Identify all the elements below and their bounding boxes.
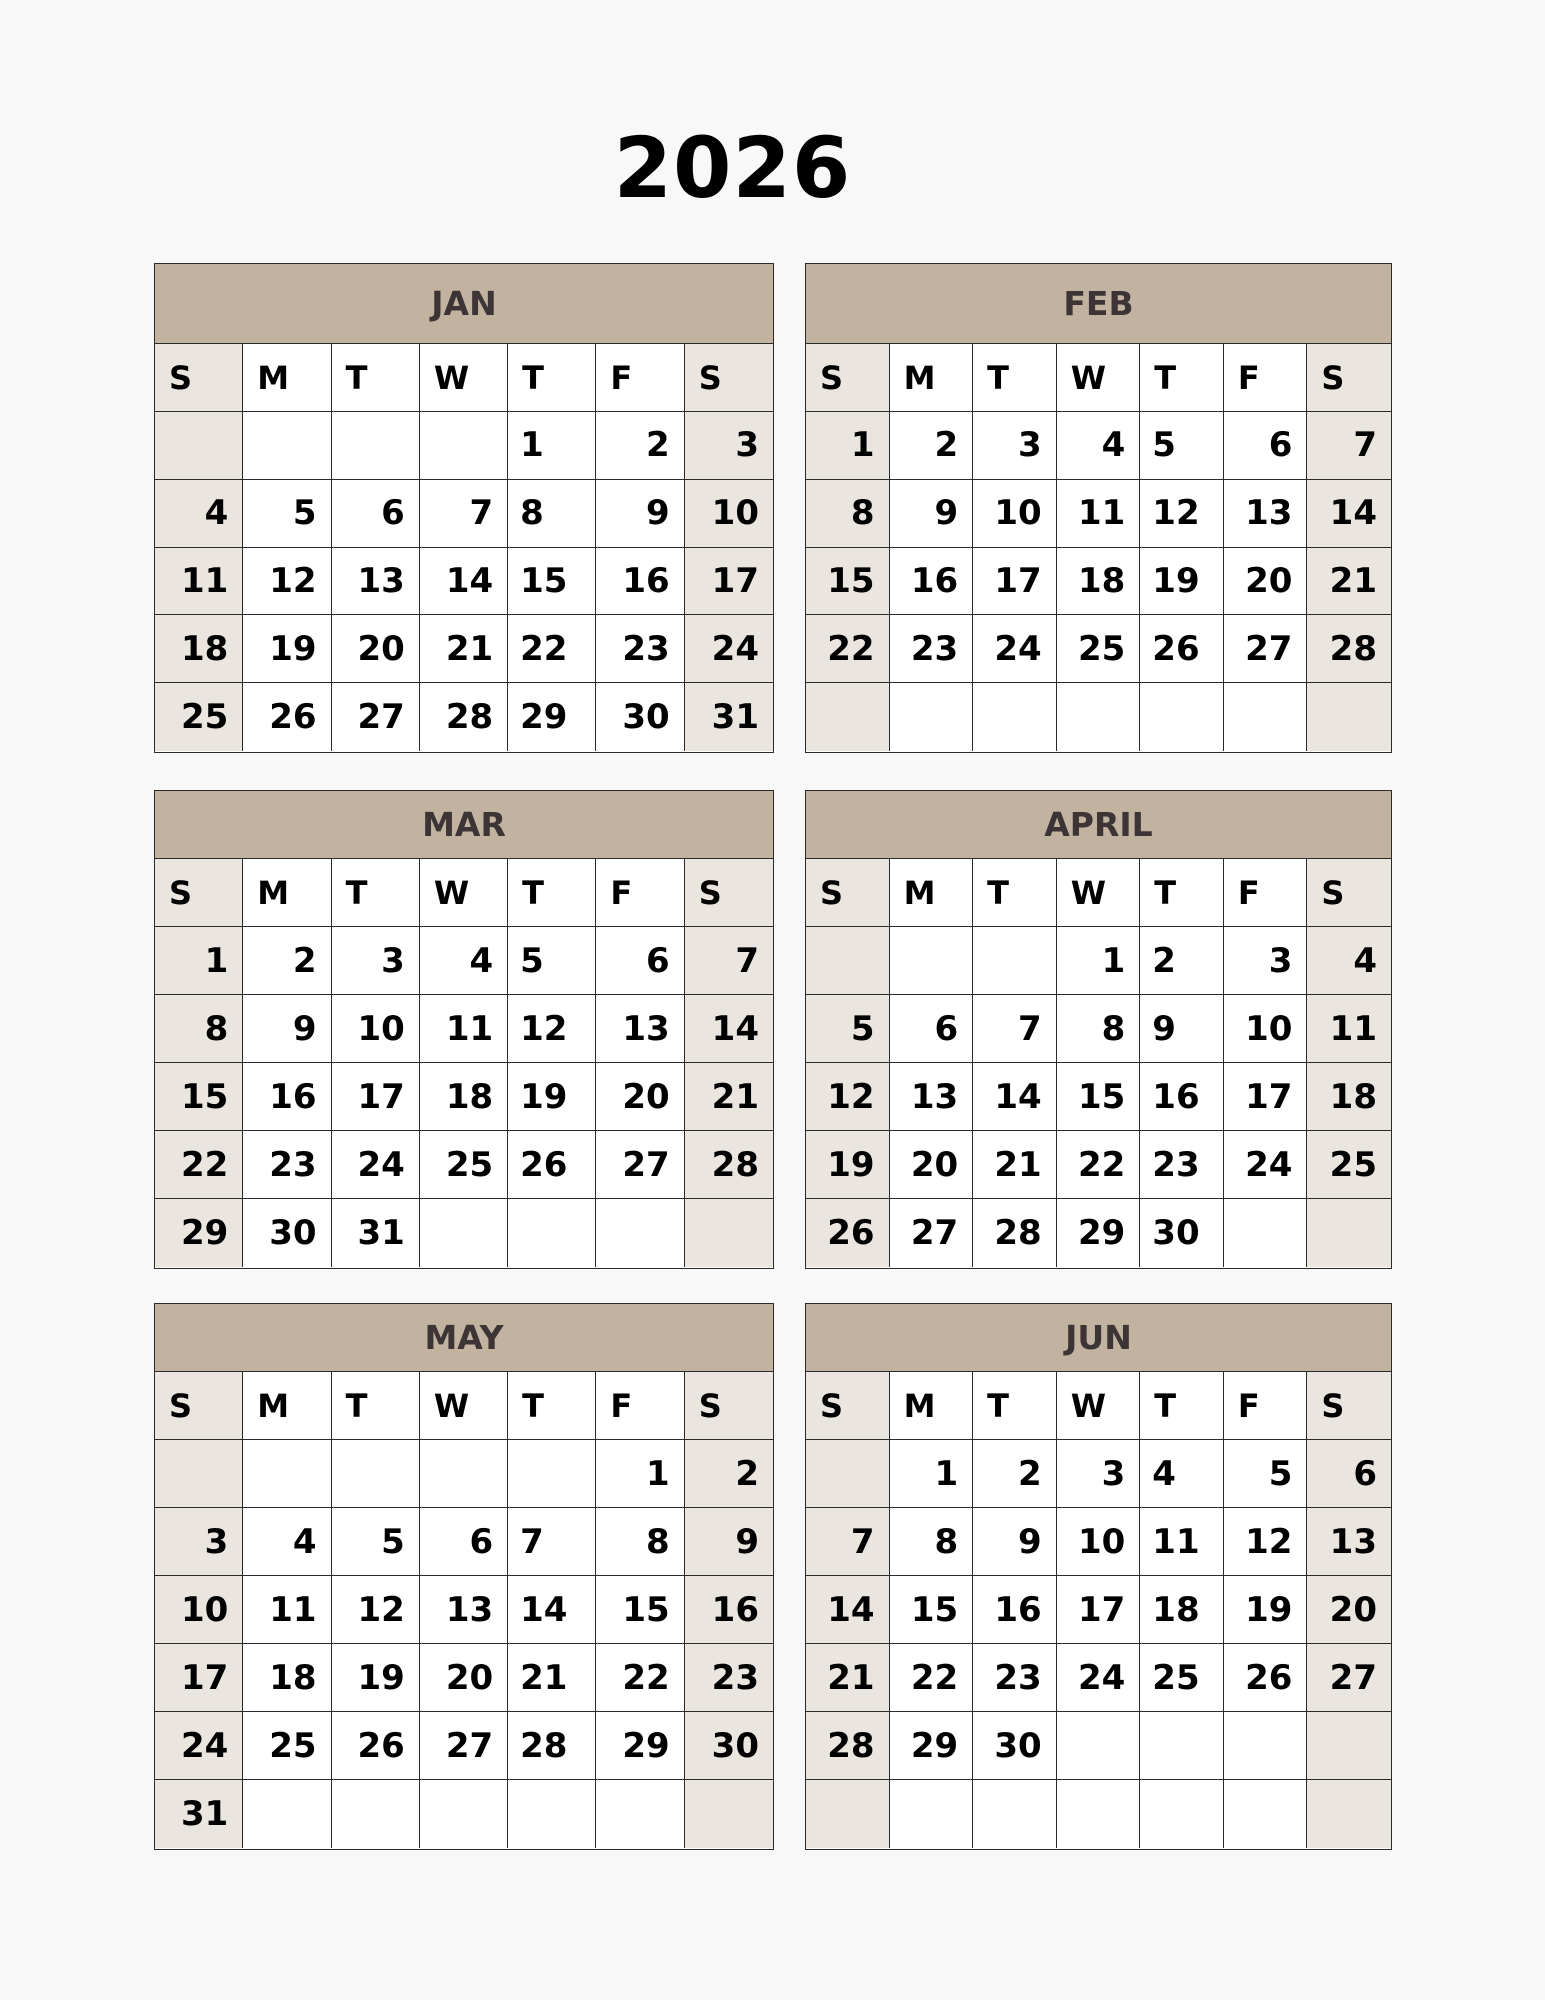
day-cell: 17 — [1224, 1063, 1308, 1131]
day-cell: 15 — [508, 548, 596, 616]
month-calendar — [154, 263, 774, 753]
day-cell: 17 — [685, 548, 773, 616]
day-cell: 25 — [243, 1712, 331, 1780]
month-name: APRIL — [806, 791, 1391, 859]
day-cell: 24 — [1224, 1131, 1308, 1199]
day-cell: 12 — [243, 548, 331, 616]
weekday-header: W — [1057, 344, 1141, 412]
day-cell: 17 — [332, 1063, 420, 1131]
day-cell: 3 — [332, 927, 420, 995]
day-cell: 2 — [890, 412, 974, 480]
day-cell: 16 — [685, 1576, 773, 1644]
day-cell: 7 — [1307, 412, 1391, 480]
day-cell: 8 — [155, 995, 243, 1063]
empty-day-cell — [973, 1780, 1057, 1848]
day-cell: 28 — [806, 1712, 890, 1780]
empty-day-cell — [1307, 1199, 1391, 1267]
day-cell: 3 — [1057, 1440, 1141, 1508]
day-cell: 11 — [243, 1576, 331, 1644]
weekday-header: W — [420, 1372, 508, 1440]
weekday-header: S — [685, 859, 773, 927]
day-cell: 12 — [1140, 480, 1224, 548]
day-cell: 3 — [155, 1508, 243, 1576]
day-cell: 7 — [508, 1508, 596, 1576]
empty-day-cell — [155, 1440, 243, 1508]
month-grid — [806, 859, 1391, 1267]
weekday-header: T — [1140, 344, 1224, 412]
day-cell: 20 — [420, 1644, 508, 1712]
day-cell: 19 — [1224, 1576, 1308, 1644]
empty-day-cell — [508, 1780, 596, 1848]
day-cell: 4 — [1057, 412, 1141, 480]
day-cell: 8 — [1057, 995, 1141, 1063]
day-cell: 5 — [1140, 412, 1224, 480]
weekday-header: S — [1307, 344, 1391, 412]
day-cell: 5 — [243, 480, 331, 548]
day-cell: 25 — [420, 1131, 508, 1199]
day-cell: 25 — [1140, 1644, 1224, 1712]
day-cell: 15 — [155, 1063, 243, 1131]
day-cell: 22 — [806, 615, 890, 683]
day-cell: 6 — [1224, 412, 1308, 480]
day-cell: 22 — [1057, 1131, 1141, 1199]
empty-day-cell — [1224, 1712, 1308, 1780]
day-cell: 23 — [243, 1131, 331, 1199]
day-cell: 29 — [155, 1199, 243, 1267]
day-cell: 9 — [1140, 995, 1224, 1063]
weekday-header: S — [155, 1372, 243, 1440]
day-cell: 9 — [973, 1508, 1057, 1576]
day-cell: 16 — [596, 548, 684, 616]
empty-day-cell — [806, 683, 890, 751]
day-cell: 19 — [243, 615, 331, 683]
day-cell: 23 — [973, 1644, 1057, 1712]
day-cell: 20 — [332, 615, 420, 683]
empty-day-cell — [420, 1780, 508, 1848]
day-cell: 7 — [806, 1508, 890, 1576]
day-cell: 13 — [420, 1576, 508, 1644]
day-cell: 16 — [1140, 1063, 1224, 1131]
weekday-header: F — [1224, 1372, 1308, 1440]
day-cell: 26 — [806, 1199, 890, 1267]
day-cell: 6 — [890, 995, 974, 1063]
day-cell: 22 — [890, 1644, 974, 1712]
day-cell: 21 — [806, 1644, 890, 1712]
day-cell: 14 — [508, 1576, 596, 1644]
day-cell: 12 — [332, 1576, 420, 1644]
day-cell: 13 — [596, 995, 684, 1063]
day-cell: 13 — [890, 1063, 974, 1131]
day-cell: 9 — [596, 480, 684, 548]
weekday-header: T — [1140, 1372, 1224, 1440]
empty-day-cell — [973, 927, 1057, 995]
day-cell: 28 — [973, 1199, 1057, 1267]
weekday-header: T — [973, 344, 1057, 412]
day-cell: 4 — [1307, 927, 1391, 995]
month-calendar — [154, 1303, 774, 1850]
day-cell: 8 — [806, 480, 890, 548]
day-cell: 2 — [685, 1440, 773, 1508]
weekday-header: M — [243, 1372, 331, 1440]
day-cell: 14 — [420, 548, 508, 616]
weekday-header: M — [243, 859, 331, 927]
day-cell: 27 — [420, 1712, 508, 1780]
day-cell: 29 — [508, 683, 596, 751]
day-cell: 31 — [155, 1780, 243, 1848]
day-cell: 7 — [685, 927, 773, 995]
day-cell: 18 — [155, 615, 243, 683]
day-cell: 1 — [806, 412, 890, 480]
weekday-header: T — [973, 1372, 1057, 1440]
empty-day-cell — [1140, 1780, 1224, 1848]
empty-day-cell — [1307, 1780, 1391, 1848]
month-calendar — [805, 790, 1392, 1269]
day-cell: 23 — [596, 615, 684, 683]
day-cell: 29 — [1057, 1199, 1141, 1267]
empty-day-cell — [973, 683, 1057, 751]
day-cell: 25 — [1307, 1131, 1391, 1199]
empty-day-cell — [508, 1440, 596, 1508]
empty-day-cell — [806, 1780, 890, 1848]
day-cell: 6 — [596, 927, 684, 995]
day-cell: 26 — [508, 1131, 596, 1199]
day-cell: 18 — [1140, 1576, 1224, 1644]
empty-day-cell — [1057, 683, 1141, 751]
day-cell: 12 — [806, 1063, 890, 1131]
day-cell: 16 — [243, 1063, 331, 1131]
weekday-header: M — [890, 1372, 974, 1440]
month-grid — [155, 859, 773, 1267]
month-grid — [806, 1372, 1391, 1848]
empty-day-cell — [890, 927, 974, 995]
weekday-header: T — [973, 859, 1057, 927]
empty-day-cell — [806, 1440, 890, 1508]
weekday-header: F — [1224, 859, 1308, 927]
weekday-header: W — [420, 344, 508, 412]
day-cell: 20 — [1307, 1576, 1391, 1644]
day-cell: 23 — [685, 1644, 773, 1712]
day-cell: 22 — [596, 1644, 684, 1712]
day-cell: 31 — [685, 683, 773, 751]
day-cell: 18 — [1057, 548, 1141, 616]
month-calendar — [805, 1303, 1392, 1850]
day-cell: 5 — [1224, 1440, 1308, 1508]
weekday-header: T — [1140, 859, 1224, 927]
empty-day-cell — [1224, 683, 1308, 751]
day-cell: 26 — [1140, 615, 1224, 683]
weekday-header: T — [332, 344, 420, 412]
day-cell: 27 — [1307, 1644, 1391, 1712]
day-cell: 8 — [508, 480, 596, 548]
day-cell: 9 — [685, 1508, 773, 1576]
day-cell: 13 — [1224, 480, 1308, 548]
weekday-header: S — [806, 1372, 890, 1440]
empty-day-cell — [1140, 1712, 1224, 1780]
empty-day-cell — [596, 1199, 684, 1267]
day-cell: 3 — [1224, 927, 1308, 995]
day-cell: 23 — [890, 615, 974, 683]
day-cell: 24 — [685, 615, 773, 683]
weekday-header: M — [890, 344, 974, 412]
day-cell: 17 — [155, 1644, 243, 1712]
day-cell: 24 — [332, 1131, 420, 1199]
day-cell: 24 — [973, 615, 1057, 683]
day-cell: 3 — [973, 412, 1057, 480]
day-cell: 1 — [155, 927, 243, 995]
day-cell: 28 — [685, 1131, 773, 1199]
day-cell: 27 — [596, 1131, 684, 1199]
day-cell: 13 — [332, 548, 420, 616]
weekday-header: S — [1307, 859, 1391, 927]
day-cell: 30 — [596, 683, 684, 751]
empty-day-cell — [1057, 1712, 1141, 1780]
weekday-header: F — [596, 344, 684, 412]
weekday-header: T — [332, 859, 420, 927]
weekday-header: T — [508, 344, 596, 412]
day-cell: 29 — [890, 1712, 974, 1780]
weekday-header: F — [596, 1372, 684, 1440]
weekday-header: T — [332, 1372, 420, 1440]
empty-day-cell — [890, 1780, 974, 1848]
day-cell: 12 — [508, 995, 596, 1063]
day-cell: 27 — [332, 683, 420, 751]
month-calendar — [805, 263, 1392, 753]
day-cell: 18 — [1307, 1063, 1391, 1131]
day-cell: 30 — [685, 1712, 773, 1780]
empty-day-cell — [243, 412, 331, 480]
month-name: MAY — [155, 1304, 773, 1372]
weekday-header: M — [890, 859, 974, 927]
day-cell: 19 — [806, 1131, 890, 1199]
day-cell: 13 — [1307, 1508, 1391, 1576]
empty-day-cell — [155, 412, 243, 480]
month-name: FEB — [806, 264, 1391, 344]
day-cell: 4 — [155, 480, 243, 548]
month-calendar — [154, 790, 774, 1269]
day-cell: 10 — [155, 1576, 243, 1644]
day-cell: 8 — [596, 1508, 684, 1576]
day-cell: 21 — [508, 1644, 596, 1712]
day-cell: 24 — [155, 1712, 243, 1780]
day-cell: 5 — [332, 1508, 420, 1576]
weekday-header: S — [685, 344, 773, 412]
year-title: 2026 — [613, 119, 852, 217]
day-cell: 8 — [890, 1508, 974, 1576]
empty-day-cell — [332, 1780, 420, 1848]
day-cell: 11 — [420, 995, 508, 1063]
day-cell: 30 — [243, 1199, 331, 1267]
day-cell: 11 — [1140, 1508, 1224, 1576]
day-cell: 25 — [1057, 615, 1141, 683]
empty-day-cell — [243, 1780, 331, 1848]
day-cell: 19 — [1140, 548, 1224, 616]
weekday-header: W — [1057, 859, 1141, 927]
day-cell: 21 — [973, 1131, 1057, 1199]
weekday-header: S — [155, 859, 243, 927]
day-cell: 1 — [1057, 927, 1141, 995]
day-cell: 4 — [243, 1508, 331, 1576]
day-cell: 4 — [1140, 1440, 1224, 1508]
empty-day-cell — [890, 683, 974, 751]
empty-day-cell — [1057, 1780, 1141, 1848]
day-cell: 30 — [973, 1712, 1057, 1780]
empty-day-cell — [332, 1440, 420, 1508]
day-cell: 11 — [155, 548, 243, 616]
empty-day-cell — [420, 1199, 508, 1267]
month-grid — [155, 344, 773, 751]
day-cell: 6 — [420, 1508, 508, 1576]
empty-day-cell — [806, 927, 890, 995]
day-cell: 14 — [973, 1063, 1057, 1131]
day-cell: 17 — [973, 548, 1057, 616]
empty-day-cell — [685, 1780, 773, 1848]
day-cell: 15 — [1057, 1063, 1141, 1131]
day-cell: 1 — [508, 412, 596, 480]
day-cell: 9 — [890, 480, 974, 548]
month-grid — [806, 344, 1391, 751]
day-cell: 27 — [1224, 615, 1308, 683]
day-cell: 2 — [1140, 927, 1224, 995]
day-cell: 10 — [1057, 1508, 1141, 1576]
empty-day-cell — [685, 1199, 773, 1267]
day-cell: 20 — [890, 1131, 974, 1199]
day-cell: 12 — [1224, 1508, 1308, 1576]
day-cell: 1 — [596, 1440, 684, 1508]
day-cell: 10 — [1224, 995, 1308, 1063]
weekday-header: S — [806, 344, 890, 412]
weekday-header: F — [596, 859, 684, 927]
day-cell: 5 — [508, 927, 596, 995]
empty-day-cell — [508, 1199, 596, 1267]
day-cell: 28 — [420, 683, 508, 751]
month-name: MAR — [155, 791, 773, 859]
day-cell: 26 — [332, 1712, 420, 1780]
day-cell: 15 — [596, 1576, 684, 1644]
day-cell: 15 — [890, 1576, 974, 1644]
day-cell: 20 — [596, 1063, 684, 1131]
empty-day-cell — [332, 412, 420, 480]
month-name: JUN — [806, 1304, 1391, 1372]
empty-day-cell — [243, 1440, 331, 1508]
day-cell: 2 — [243, 927, 331, 995]
day-cell: 16 — [890, 548, 974, 616]
day-cell: 7 — [420, 480, 508, 548]
month-grid — [155, 1372, 773, 1848]
day-cell: 14 — [806, 1576, 890, 1644]
day-cell: 29 — [596, 1712, 684, 1780]
day-cell: 6 — [332, 480, 420, 548]
empty-day-cell — [420, 1440, 508, 1508]
day-cell: 16 — [973, 1576, 1057, 1644]
empty-day-cell — [596, 1780, 684, 1848]
day-cell: 21 — [420, 615, 508, 683]
day-cell: 7 — [973, 995, 1057, 1063]
empty-day-cell — [1307, 683, 1391, 751]
day-cell: 21 — [685, 1063, 773, 1131]
day-cell: 31 — [332, 1199, 420, 1267]
day-cell: 10 — [332, 995, 420, 1063]
day-cell: 27 — [890, 1199, 974, 1267]
day-cell: 19 — [508, 1063, 596, 1131]
day-cell: 5 — [806, 995, 890, 1063]
empty-day-cell — [1224, 1780, 1308, 1848]
weekday-header: S — [806, 859, 890, 927]
day-cell: 14 — [1307, 480, 1391, 548]
day-cell: 26 — [1224, 1644, 1308, 1712]
weekday-header: S — [685, 1372, 773, 1440]
day-cell: 28 — [1307, 615, 1391, 683]
day-cell: 24 — [1057, 1644, 1141, 1712]
day-cell: 11 — [1307, 995, 1391, 1063]
day-cell: 3 — [685, 412, 773, 480]
weekday-header: W — [420, 859, 508, 927]
day-cell: 20 — [1224, 548, 1308, 616]
day-cell: 2 — [596, 412, 684, 480]
day-cell: 18 — [420, 1063, 508, 1131]
day-cell: 22 — [155, 1131, 243, 1199]
day-cell: 6 — [1307, 1440, 1391, 1508]
day-cell: 28 — [508, 1712, 596, 1780]
day-cell: 23 — [1140, 1131, 1224, 1199]
day-cell: 11 — [1057, 480, 1141, 548]
day-cell: 9 — [243, 995, 331, 1063]
day-cell: 25 — [155, 683, 243, 751]
weekday-header: F — [1224, 344, 1308, 412]
day-cell: 10 — [973, 480, 1057, 548]
empty-day-cell — [1140, 683, 1224, 751]
month-name: JAN — [155, 264, 773, 344]
weekday-header: S — [155, 344, 243, 412]
day-cell: 15 — [806, 548, 890, 616]
day-cell: 19 — [332, 1644, 420, 1712]
weekday-header: T — [508, 859, 596, 927]
empty-day-cell — [1307, 1712, 1391, 1780]
day-cell: 10 — [685, 480, 773, 548]
day-cell: 14 — [685, 995, 773, 1063]
day-cell: 17 — [1057, 1576, 1141, 1644]
weekday-header: T — [508, 1372, 596, 1440]
weekday-header: M — [243, 344, 331, 412]
empty-day-cell — [420, 412, 508, 480]
day-cell: 22 — [508, 615, 596, 683]
day-cell: 2 — [973, 1440, 1057, 1508]
day-cell: 21 — [1307, 548, 1391, 616]
day-cell: 30 — [1140, 1199, 1224, 1267]
empty-day-cell — [1224, 1199, 1308, 1267]
weekday-header: S — [1307, 1372, 1391, 1440]
day-cell: 4 — [420, 927, 508, 995]
day-cell: 1 — [890, 1440, 974, 1508]
day-cell: 26 — [243, 683, 331, 751]
weekday-header: W — [1057, 1372, 1141, 1440]
day-cell: 18 — [243, 1644, 331, 1712]
